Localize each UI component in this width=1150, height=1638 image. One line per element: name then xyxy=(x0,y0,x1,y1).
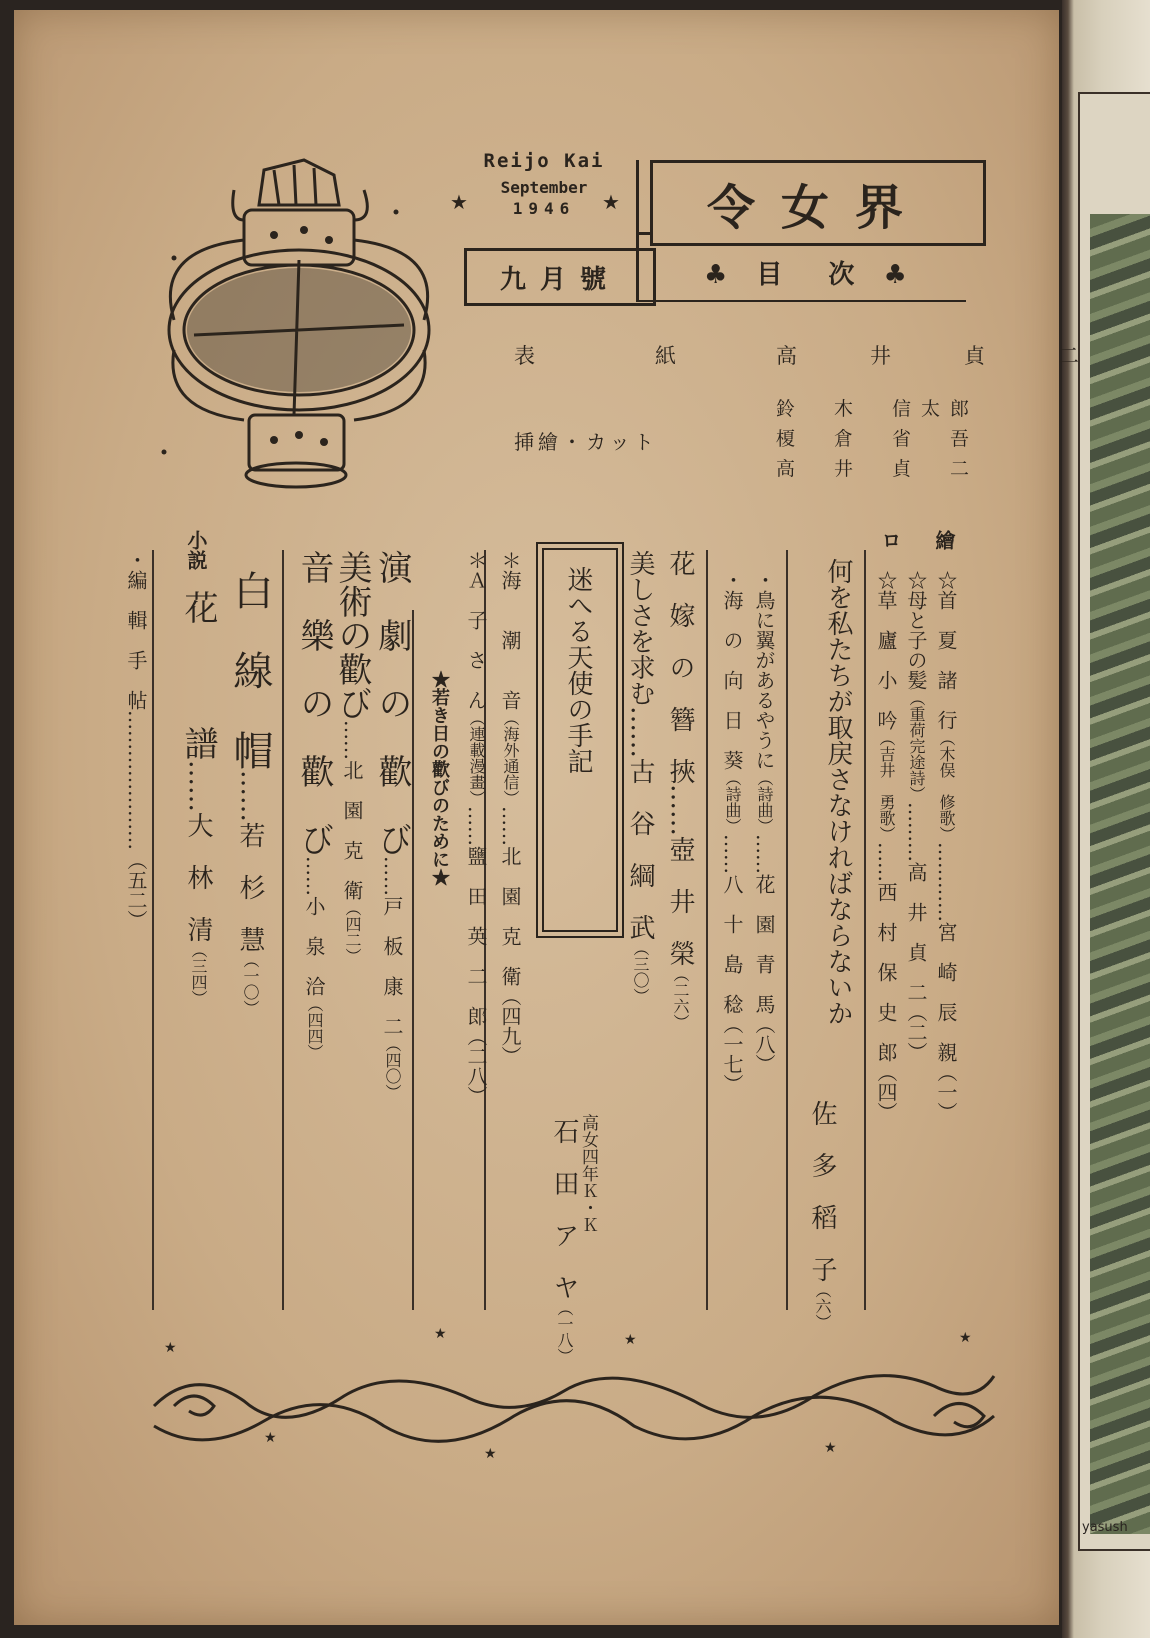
star-icon: ★ xyxy=(484,1446,497,1462)
section-label: 繪 xyxy=(932,530,956,550)
column-rule xyxy=(282,550,284,1310)
foliage-illustration xyxy=(1090,214,1150,1534)
featured-entry-note: 高女四年Ｋ・Ｋ xyxy=(578,1114,598,1233)
adjacent-page-illustration xyxy=(1078,92,1150,1551)
issue-month: September xyxy=(500,178,588,197)
star-icon: ★ xyxy=(434,1326,447,1342)
toc-entry[interactable]: ☆首 夏 諸 行（木俣 修歌）…………宮 崎 辰 親（一） xyxy=(934,570,958,1122)
section-label: ロ xyxy=(878,530,902,550)
toc-entry[interactable]: 花 譜……大 林 清（三四） xyxy=(178,590,218,1006)
lantern-illustration xyxy=(134,150,464,510)
section-label: 小説 xyxy=(184,530,208,570)
column-rule xyxy=(786,550,788,1310)
star-icon: ★ xyxy=(602,190,620,214)
magazine-title-box xyxy=(650,160,986,246)
toc-entry[interactable]: ＊Ａ 子 さ ん（連載漫畫）……鹽 田 英 二 郎（二八） xyxy=(464,550,488,1106)
toc-entry[interactable]: 花 嫁 の 簪 挾……壺 井 榮（二六） xyxy=(665,550,695,1030)
toc-entry[interactable]: ☆母と子の髪（重荷完途詩）………高 井 貞 二（二） xyxy=(904,570,928,1062)
toc-entry[interactable]: ＊海 潮 音（海外通信）……北 園 克 衛（四九） xyxy=(498,550,522,1066)
toc-entry[interactable]: 白 線 帽……若 杉 慧（一〇） xyxy=(227,570,273,1016)
star-icon: ★ xyxy=(450,190,468,214)
star-icon: ★ xyxy=(164,1340,177,1356)
toc-entry[interactable]: 演 劇 の 歡 び……戸 板 康 二（四〇） xyxy=(372,550,412,1100)
star-icon: ★ xyxy=(264,1430,277,1446)
toc-entry[interactable]: 美しさを求む……古 谷 綱 武（三〇） xyxy=(625,550,655,1004)
toc-entry[interactable]: 美術の歡び……北 園 克 衛（四二） xyxy=(332,550,372,964)
toc-entry[interactable]: ☆草 廬 小 吟（吉井 勇歌）……西 村 保 史 郎（四） xyxy=(874,570,898,1122)
toc-entry[interactable]: 音 樂 の 歡 び……小 泉 洽（四四） xyxy=(294,550,334,1060)
toc-entry[interactable]: ・編 輯 手 帖…………………（五二） xyxy=(124,550,148,930)
feature-banner: ★若き日の歡びのために★ xyxy=(429,670,450,886)
scroll-ornament xyxy=(134,1346,1004,1466)
toc-entry-author: 佐 多 稻 子（六） xyxy=(807,1100,837,1330)
club-icon: ♣ xyxy=(704,260,738,290)
star-icon: ★ xyxy=(624,1332,637,1348)
illustration-label: 挿繪・カット xyxy=(514,430,658,454)
illustrator: 榎 倉 省 吾 xyxy=(776,428,980,450)
club-icon: ♣ xyxy=(883,260,917,290)
column-rule xyxy=(152,550,154,1310)
issue-label: 九月號 xyxy=(499,264,620,295)
romanized-title: Reijo Kai xyxy=(483,150,605,172)
toc-heading: ♣ 目 次 ♣ xyxy=(704,260,917,290)
toc-entry[interactable]: ・鳥に翼があるやうに（詩曲）……花 園 青 馬（八） xyxy=(752,570,776,1074)
toc-entry[interactable]: ・海 の 向 日 葵（詩曲）……八 十 島 稔（一七） xyxy=(720,570,744,1094)
issue-year: 1946 xyxy=(512,199,576,218)
cover-artist: 高 井 貞 二 xyxy=(776,344,1105,368)
rule xyxy=(636,300,966,302)
featured-entry-title[interactable]: 迷へる天使の手記 xyxy=(563,566,593,774)
column-rule xyxy=(706,550,708,1310)
toc-entry-title[interactable]: 何を私たちが取戻さなければならないか xyxy=(823,558,853,1026)
star-icon: ★ xyxy=(824,1440,837,1456)
featured-entry-author: 石 田 ア ヤ（一八） xyxy=(549,1118,579,1364)
rule xyxy=(636,160,639,300)
illustrator: 高 井 貞 二 xyxy=(776,458,980,480)
star-icon: ★ xyxy=(959,1330,972,1346)
magazine-title: 令女界 xyxy=(706,179,929,236)
adjacent-page-signature: yasush xyxy=(1082,1520,1128,1535)
illustrator: 鈴 木 信太郎 xyxy=(776,398,980,420)
column-rule xyxy=(864,550,866,1310)
issue-box xyxy=(464,248,656,306)
cover-label: 表 紙 xyxy=(514,344,702,368)
